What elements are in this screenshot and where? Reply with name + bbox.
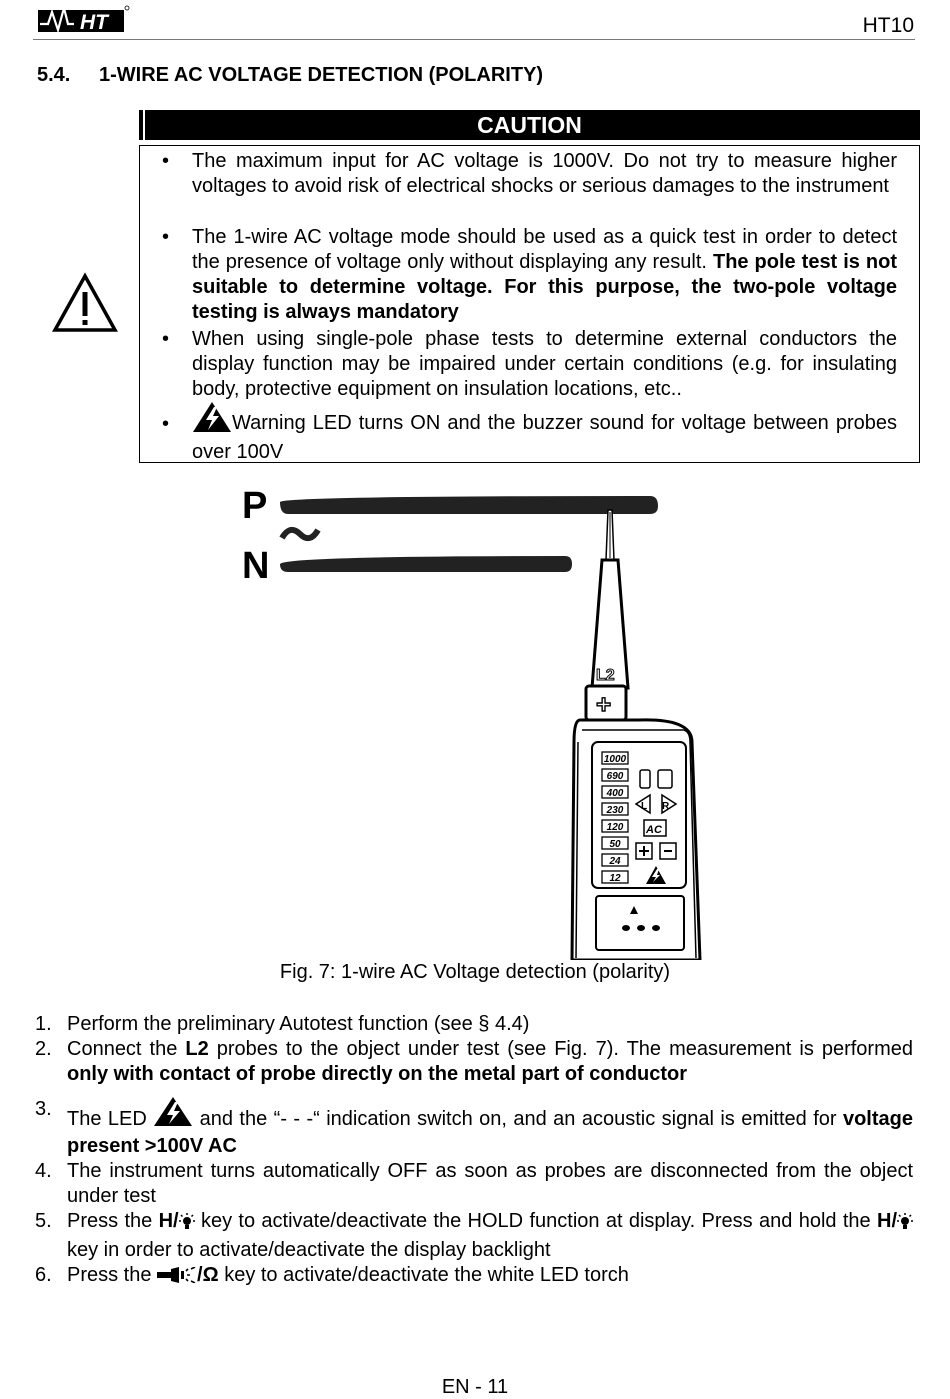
warning-triangle-icon <box>52 272 118 334</box>
scale-label: 24 <box>609 856 621 867</box>
scale-label: 230 <box>606 805 624 816</box>
scale-label: 12 <box>609 873 621 884</box>
step-2-text-c: probes to the object under test (see Fig. 7). The measurement is performed <box>208 1038 913 1060</box>
label-ac: AC <box>646 824 662 836</box>
probe-plus: + <box>596 689 612 719</box>
header-divider <box>33 39 915 40</box>
model-name: HT10 <box>862 14 914 37</box>
caution-bullet-4-text: Warning LED turns ON and the buzzer sound for voltage between probes over 100V <box>192 412 897 463</box>
bullet-dot: • <box>162 413 170 435</box>
torch-key-label: /Ω <box>197 1264 219 1286</box>
step-number: 5. <box>35 1210 52 1232</box>
step-4-text: The instrument turns automatically OFF as soon as probes are disconnected from the object under test <box>67 1160 913 1207</box>
bullet-dot: • <box>162 328 170 350</box>
step-1-text: Perform the preliminary Autotest function (see § 4.4) <box>67 1013 530 1035</box>
scale-label: 690 <box>606 771 624 782</box>
torch-buzzer-icon <box>157 1265 197 1290</box>
ac-tilde <box>282 530 318 538</box>
warning-led-icon <box>192 401 232 440</box>
backlight-icon <box>179 1213 195 1238</box>
step-3-text-a: The LED <box>67 1108 154 1130</box>
step-6-text-a: Press the <box>67 1264 158 1286</box>
section-title: 1-WIRE AC VOLTAGE DETECTION (POLARITY) <box>99 64 544 86</box>
step-number: 6. <box>35 1264 52 1286</box>
step-5-text-e: key in order to activate/deactivate the display backlight <box>67 1239 551 1261</box>
step-2-text-a: Connect the <box>67 1038 186 1060</box>
step-number: 3. <box>35 1098 52 1120</box>
scale-label: 1000 <box>603 754 627 765</box>
step-3 <box>35 1097 913 1159</box>
conductor-p <box>280 496 658 514</box>
logo-text: HT <box>80 11 108 34</box>
label-p: P <box>242 485 268 527</box>
procedure-list <box>35 1012 913 1290</box>
caution-bullet-2 <box>192 225 897 325</box>
label-n: N <box>242 545 270 587</box>
scale-label: 50 <box>609 839 621 850</box>
probe-label: L2 <box>596 667 615 684</box>
step-2 <box>35 1037 913 1087</box>
caution-bullet-4 <box>192 401 897 465</box>
caution-bullet-2-bold: The pole test is not suitable to determine voltage. For this purpose, the two-pole voltage testing is always mandatory <box>192 251 897 323</box>
step-6-text-c: key to activate/deactivate the white LED torch <box>218 1264 629 1286</box>
step-3-bold: voltage present >100V AC <box>67 1108 913 1157</box>
step-5-text-a: Press the <box>67 1210 159 1232</box>
step-number: 2. <box>35 1038 52 1060</box>
label-l: L <box>641 801 648 812</box>
caution-bullet-2-text: The 1-wire AC voltage mode should be used as a quick test in order to detect the presence of voltage only without displaying any result. <box>192 226 897 273</box>
hold-key-label: H/ <box>158 1210 179 1232</box>
step-number: 1. <box>35 1013 52 1035</box>
step-number: 4. <box>35 1160 52 1182</box>
caution-title: CAUTION <box>139 110 920 140</box>
backlight-icon <box>897 1213 913 1238</box>
step-2-bold: only with contact of probe directly on the metal part of conductor <box>67 1063 688 1085</box>
warning-led-icon <box>153 1097 193 1134</box>
figure-1-wire-ac <box>230 480 730 960</box>
caution-box <box>139 145 920 463</box>
step-6 <box>35 1263 913 1290</box>
step-4 <box>35 1159 913 1209</box>
label-r: R <box>662 801 670 812</box>
scale-label: 120 <box>606 822 624 833</box>
step-1 <box>35 1012 913 1037</box>
caution-bullet-1: The maximum input for AC voltage is 1000V. Do not try to measure higher voltages to avoid risk of electrical shocks or serious damages to the instrument <box>192 150 897 197</box>
scale-label: 400 <box>606 788 624 799</box>
step-5-text-c: key to activate/deactivate the HOLD function at display. Press and hold the <box>194 1210 877 1232</box>
step-2-probe: L2 <box>185 1038 209 1060</box>
section-heading <box>37 64 543 87</box>
caution-bullet-3: When using single-pole phase tests to determine external conductors the display function may be impaired under certain conditions (e.g. for insulating body, protective equipment on insulation locations, etc.. <box>192 328 897 400</box>
ht-logo <box>38 4 130 34</box>
section-number: 5.4. <box>37 64 71 86</box>
conductor-n <box>280 556 572 572</box>
hold-key-label: H/ <box>877 1210 897 1232</box>
bullet-dot: • <box>162 226 170 248</box>
step-3-text-b: and the “- - -“ indication switch on, and an acoustic signal is emitted for <box>193 1108 843 1130</box>
bullet-dot: • <box>162 150 170 172</box>
step-5 <box>35 1209 913 1263</box>
figure-caption: Fig. 7: 1-wire AC Voltage detection (polarity) <box>279 961 671 983</box>
page-number: EN - 11 <box>441 1376 509 1398</box>
